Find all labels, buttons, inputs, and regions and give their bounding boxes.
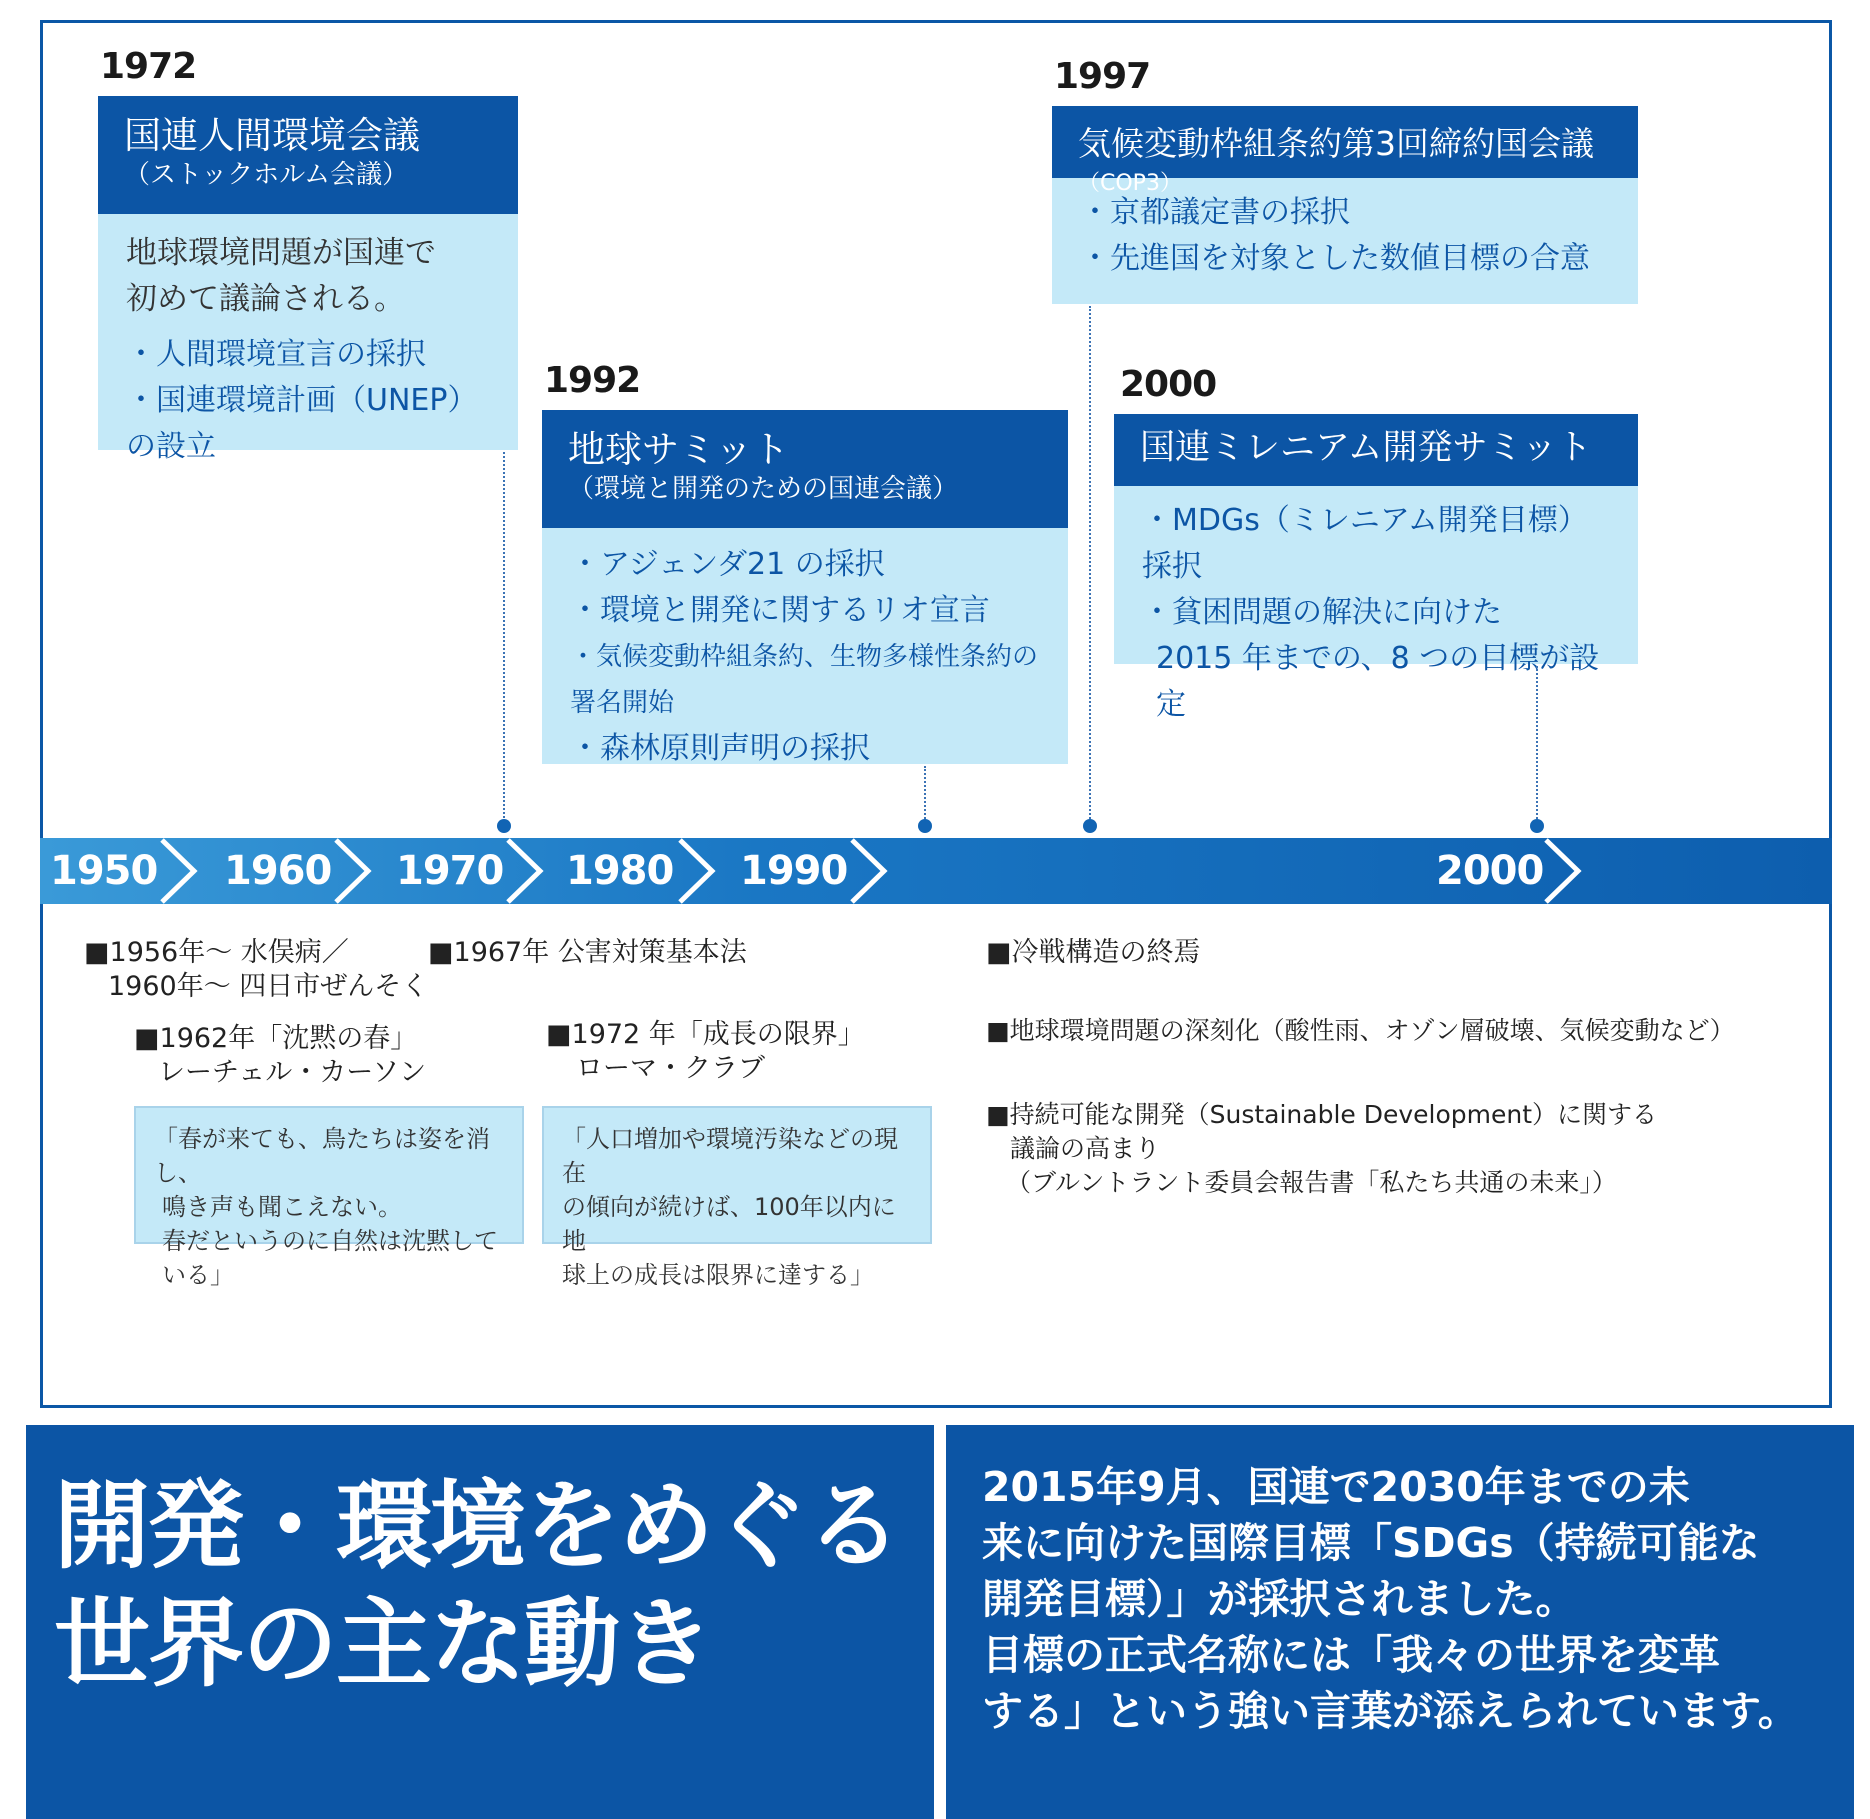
card-1997-title-suffix: （COP3） (1078, 171, 1182, 196)
year-1997-label: 1997 (1054, 56, 1151, 97)
card-2000-header (1114, 414, 1638, 486)
card-2000-item: ・ MDGs（ミレニアム開発目標）採択 (1142, 498, 1610, 590)
description-line: 来に向けた国際目標「SDGs（持続可能な (982, 1519, 1760, 1567)
event-limits-to-growth (546, 1018, 865, 1086)
event-cold-war: ■冷戦構造の終焉 (986, 937, 1201, 968)
description-panel (946, 1425, 1854, 1819)
card-1997-title: 気候変動枠組条約第3回締約国会議 (1078, 124, 1594, 163)
timeline-year: 1960 (224, 848, 332, 894)
card-1992-title: 地球サミット (568, 428, 790, 471)
card-1997-item: ・ 先進国を対象とした数値目標の合意 (1080, 236, 1610, 282)
card-1992-header (542, 410, 1068, 528)
timeline-year: 1950 (50, 848, 158, 894)
connector-1992 (924, 766, 926, 822)
description-line: する」という強い言葉が添えられています。 (982, 1687, 1799, 1735)
event-silent-spring-line1: ■1962年「沈黙の春」 (134, 1023, 418, 1054)
quote-line: 春だというのに自然は沈黙している」 (162, 1227, 498, 1289)
main-title (54, 1467, 900, 1703)
card-1972-subtitle: （ストックホルム会議） (124, 160, 409, 190)
title-panel (26, 1425, 934, 1819)
event-limits-line1: ■1972 年「成長の限界」 (546, 1019, 865, 1050)
connector-1997 (1089, 306, 1091, 822)
chevron-right-icon (1540, 838, 1584, 904)
quote-line: 球上の成長は限界に達する」 (562, 1261, 874, 1289)
quote-line: 鳴き声も聞こえない。 (162, 1193, 402, 1221)
card-1997-item: ・ 京都議定書の採択 (1080, 190, 1610, 236)
timeline-year: 1980 (566, 848, 674, 894)
year-1972-label: 1972 (100, 46, 197, 87)
timeline-band (40, 838, 1832, 904)
marker-1992 (918, 819, 932, 833)
connector-1972 (503, 452, 505, 822)
timeline-year: 1990 (740, 848, 848, 894)
card-1992-item: ・ 気候変動枠組条約、生物多様性条約の署名開始 (570, 634, 1040, 726)
card-1992-item: ・ アジェンダ21 の採択 (570, 542, 1040, 588)
event-silent-spring-line2: レーチェル・カーソン (158, 1057, 427, 1088)
card-2000 (1114, 414, 1638, 722)
event-minamata-line1: ■1956年～ 水俣病／ (84, 937, 349, 968)
event-environment-deepening: ■地球環境問題の深刻化（酸性雨、オゾン層破壊、気候変動など） (986, 1016, 1735, 1045)
event-sustainable-line2: 議論の高まり (1010, 1134, 1161, 1163)
card-1992-item: ・ 環境と開発に関するリオ宣言 (570, 588, 1040, 634)
quote-line: 「人口増加や環境汚染などの現在 (562, 1125, 898, 1187)
event-limits-line2: ローマ・クラブ (576, 1053, 765, 1084)
event-sustainable-line3: （ブルントラント委員会報告書「私たち共通の未来」） (1006, 1168, 1617, 1197)
connector-2000 (1536, 666, 1538, 822)
chevron-right-icon (330, 838, 374, 904)
quote-silent-spring (134, 1106, 524, 1289)
quote-line: の傾向が続けば、100年以内に地 (562, 1193, 896, 1255)
card-1997-header (1052, 106, 1638, 196)
card-1992-body (542, 528, 1068, 788)
card-1972-lead-1: 地球環境問題が国連で (126, 235, 436, 271)
event-sustainable-development (986, 1098, 1657, 1200)
card-1972-title: 国連人間環境会議 (124, 114, 420, 157)
main-title-line2: 世界の主な動き (54, 1588, 712, 1700)
quote-limits-to-growth (542, 1106, 932, 1289)
card-1972-header (98, 96, 518, 214)
timeline-year: 2000 (1436, 848, 1544, 894)
marker-1972 (497, 819, 511, 833)
card-1997-body (1052, 178, 1638, 298)
card-1972 (98, 96, 518, 464)
card-1992 (542, 410, 1068, 764)
main-title-line1: 開発・環境をめぐる (54, 1470, 900, 1582)
year-1992-label: 1992 (544, 360, 641, 401)
card-1992-subtitle: （環境と開発のための国連会議） (568, 474, 959, 504)
description-line: 開発目標）」が採択されました。 (982, 1575, 1577, 1623)
marker-1997 (1083, 819, 1097, 833)
year-2000-label: 2000 (1120, 364, 1217, 405)
chevron-right-icon (674, 838, 718, 904)
card-2000-item: 2015 年までの、8 つの目標が設定 (1156, 641, 1600, 722)
card-1972-item: ・ 国連環境計画（UNEP）の設立 (126, 378, 490, 470)
chevron-right-icon (502, 838, 546, 904)
event-sustainable-line1: ■持続可能な開発（Sustainable Development）に関する (986, 1100, 1658, 1129)
description-text (982, 1459, 1832, 1739)
card-1992-item: ・ 森林原則声明の採択 (570, 726, 1040, 772)
card-1972-lead-2: 初めて議論される。 (126, 281, 405, 317)
event-minamata-line2: 1960年～ 四日市ぜんそく (108, 971, 429, 1002)
description-line: 2015年9月、国連で2030年までの未 (982, 1463, 1690, 1511)
event-law-1967: ■1967年 公害対策基本法 (428, 937, 747, 968)
event-minamata (84, 936, 428, 1004)
description-line: 目標の正式名称には「我々の世界を変革 (982, 1631, 1720, 1679)
chevron-right-icon (156, 838, 200, 904)
card-2000-item: ・ 貧困問題の解決に向けた (1142, 590, 1610, 636)
card-2000-title: 国連ミレニアム開発サミット (1140, 428, 1592, 468)
card-1972-body (98, 214, 518, 486)
card-1997 (1052, 106, 1638, 304)
chevron-right-icon (846, 838, 890, 904)
quote-line: 「春が来ても、鳥たちは姿を消し、 (154, 1125, 490, 1187)
card-1972-item: ・ 人間環境宣言の採択 (126, 332, 490, 378)
timeline-year: 1970 (396, 848, 504, 894)
marker-2000 (1530, 819, 1544, 833)
event-silent-spring (134, 1022, 426, 1090)
card-1972-lead (126, 230, 490, 322)
card-2000-body (1114, 486, 1638, 744)
